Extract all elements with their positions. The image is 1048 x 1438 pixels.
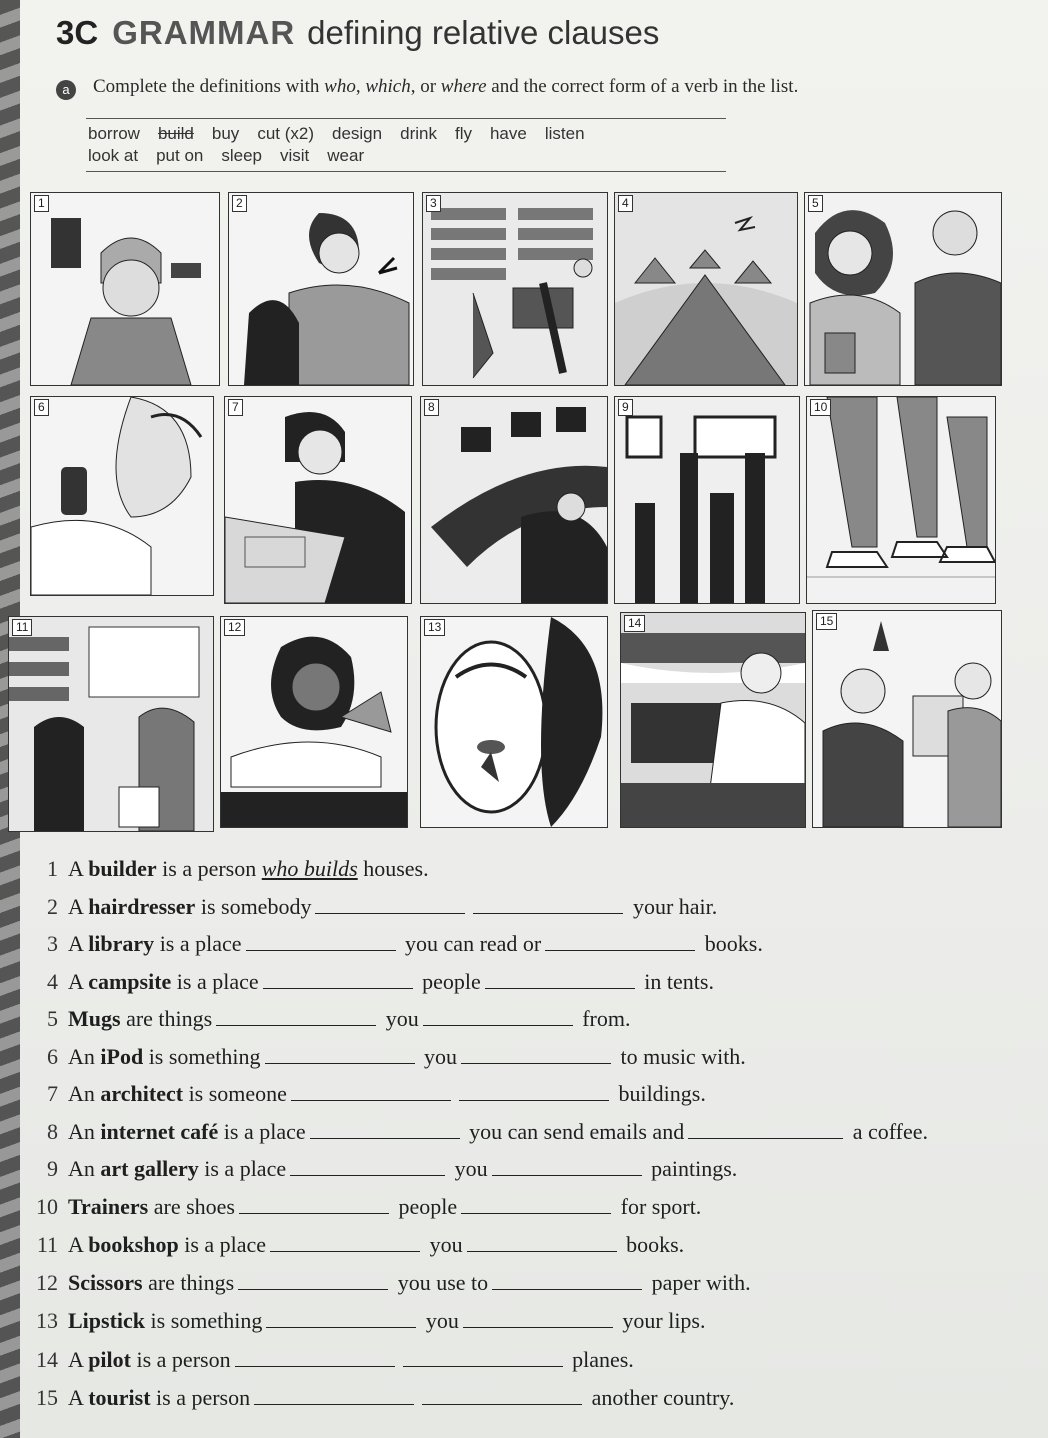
sentence-number: 14 <box>36 1347 58 1372</box>
word-item: cut (x2) <box>257 124 314 143</box>
answer-blank[interactable] <box>238 1271 388 1290</box>
sentence-row <box>20 1043 746 1071</box>
sentence-text: a coffee. <box>847 1119 929 1144</box>
word-item: wear <box>327 146 365 165</box>
sentence-row <box>20 1384 734 1412</box>
sentence-row <box>20 930 763 958</box>
word-item: listen <box>544 124 585 143</box>
defined-term: internet café <box>100 1119 219 1144</box>
sentence-text: books. <box>699 931 763 956</box>
answer-blank[interactable] <box>492 1157 642 1176</box>
sentence-text: is a person <box>150 1385 251 1410</box>
instruction-keyword: who <box>324 76 356 97</box>
sentence-text: is a place <box>218 1119 306 1144</box>
sentence-text: is a person <box>130 1347 231 1372</box>
instruction-text: , <box>355 76 366 97</box>
answer-blank[interactable] <box>688 1120 843 1139</box>
library-illustration <box>423 193 607 385</box>
answer-blank[interactable] <box>315 895 465 914</box>
sentence-number: 1 <box>47 856 58 881</box>
tourist-illustration <box>813 611 1001 827</box>
answer-blank[interactable] <box>310 1120 460 1139</box>
sentence-text: are shoes <box>148 1194 235 1219</box>
word-item: visit <box>280 146 310 165</box>
picture-bookshop <box>8 616 214 832</box>
section-category: GRAMMAR <box>112 14 296 51</box>
word-item: buy <box>211 124 240 143</box>
sentence-row <box>20 1231 684 1259</box>
sentence-text: is a place <box>178 1232 267 1257</box>
picture-number: 13 <box>424 619 445 636</box>
picture-campsite <box>614 192 798 386</box>
defined-term: Scissors <box>68 1270 143 1295</box>
answer-blank[interactable] <box>291 1082 451 1101</box>
sentence-number: 8 <box>47 1119 58 1144</box>
art-gallery-illustration <box>615 397 799 603</box>
sentence-text: is a place <box>171 969 259 994</box>
sentence-text: A <box>68 1232 89 1257</box>
sentence-text: you <box>380 1006 419 1031</box>
sentence-text: from. <box>576 1006 631 1031</box>
sentence-text: An <box>68 1081 101 1106</box>
instruction-text: , or <box>410 76 441 97</box>
picture-builder <box>30 192 220 386</box>
picture-internet-cafe <box>420 396 608 604</box>
sentence-text: An <box>68 1156 101 1181</box>
sentence-text: you <box>418 1044 458 1069</box>
instruction-text: and the correct form of a verb in the list. <box>486 76 799 97</box>
sentence-text: planes. <box>566 1347 634 1372</box>
picture-scissors <box>220 616 408 828</box>
answer-blank[interactable] <box>473 895 623 914</box>
picture-pilot <box>620 612 806 828</box>
sentence-number: 7 <box>47 1081 58 1106</box>
answer-blank[interactable] <box>216 1007 376 1026</box>
picture-lipstick <box>420 616 608 828</box>
trainers-illustration <box>807 397 995 603</box>
answer-blank[interactable] <box>485 970 635 989</box>
picture-number: 12 <box>224 619 245 636</box>
sentence-row <box>20 1307 706 1335</box>
scissors-illustration <box>221 617 407 827</box>
sentence-text: your lips. <box>616 1308 706 1333</box>
sentence-text: you can send emails and <box>463 1119 685 1144</box>
sentence-row <box>20 1118 928 1146</box>
picture-library <box>422 192 608 386</box>
sentence-row <box>20 1155 737 1183</box>
sentence-text: A <box>68 1347 89 1372</box>
sentence-text: your hair. <box>627 894 718 919</box>
word-item: fly <box>454 124 472 143</box>
defined-term: architect <box>100 1081 184 1106</box>
sentence-text: you <box>424 1232 463 1257</box>
sentence-text: A <box>68 856 89 881</box>
sentence-number: 12 <box>36 1270 58 1295</box>
exercise-badge: a <box>56 80 76 100</box>
defined-term: iPod <box>100 1044 144 1069</box>
word-list-row-1 <box>88 124 728 144</box>
answer-blank[interactable] <box>265 1045 415 1064</box>
word-list-row-2 <box>88 146 728 166</box>
picture-art-gallery <box>614 396 800 604</box>
lipstick-illustration <box>421 617 607 827</box>
sentence-text: A <box>68 969 89 994</box>
section-number: 3C <box>56 14 99 51</box>
sentence-text: you <box>420 1308 459 1333</box>
answer-blank[interactable] <box>235 1348 395 1367</box>
sentence-text: A <box>68 894 89 919</box>
exercise-instruction <box>93 76 798 98</box>
word-item: drink <box>400 124 437 143</box>
pilot-illustration <box>621 613 805 827</box>
answer-blank[interactable] <box>290 1157 445 1176</box>
sentence-row <box>20 893 717 921</box>
picture-number: 11 <box>12 619 32 636</box>
answer-blank[interactable] <box>492 1271 642 1290</box>
sentence-text: people <box>393 1194 458 1219</box>
defined-term: tourist <box>88 1385 151 1410</box>
sentence-text: is a place <box>154 931 242 956</box>
word-item: put on <box>156 146 204 165</box>
answer-blank[interactable] <box>254 1386 414 1405</box>
builder-illustration <box>31 193 219 385</box>
answer-blank[interactable] <box>246 932 396 951</box>
ipod-illustration <box>31 397 213 595</box>
picture-architect <box>224 396 412 604</box>
word-item: look at <box>88 146 139 165</box>
sentence-text: buildings. <box>612 1081 706 1106</box>
section-topic: defining relative clauses <box>307 14 660 51</box>
sentence-number: 6 <box>47 1044 58 1069</box>
sentence-number: 10 <box>36 1194 58 1219</box>
picture-number: 14 <box>624 615 645 632</box>
sentence-text: A <box>68 931 89 956</box>
answer-blank[interactable] <box>545 932 695 951</box>
sentence-row <box>20 1080 706 1108</box>
sentence-text: you <box>449 1156 488 1181</box>
sentence-number: 13 <box>36 1308 58 1333</box>
sentence-row <box>20 1005 630 1033</box>
picture-number: 9 <box>618 399 633 416</box>
sentence-text: another country. <box>586 1385 735 1410</box>
sentence-text: is something <box>145 1308 263 1333</box>
picture-number: 5 <box>808 195 823 212</box>
hairdresser-illustration <box>229 193 413 385</box>
answer-blank[interactable] <box>459 1082 609 1101</box>
sentence-text: for sport. <box>615 1194 702 1219</box>
sentence-row <box>20 1193 701 1221</box>
sentence-row <box>20 968 714 996</box>
sentence-number: 5 <box>47 1006 58 1031</box>
section-header <box>56 14 659 52</box>
sentence-number: 4 <box>47 969 58 994</box>
answer-blank[interactable] <box>422 1386 582 1405</box>
answer-blank[interactable] <box>461 1195 611 1214</box>
instruction-keyword: where <box>440 76 487 97</box>
sentence-text: in tents. <box>638 969 714 994</box>
sentence-row <box>20 1346 634 1374</box>
instruction-text: Complete the definitions with <box>93 76 325 97</box>
instruction-keyword: which <box>365 76 411 97</box>
picture-ipod <box>30 396 214 596</box>
picture-number: 4 <box>618 195 633 212</box>
sentence-number: 15 <box>36 1385 58 1410</box>
sentence-text: paintings. <box>645 1156 738 1181</box>
sentence-number: 3 <box>47 931 58 956</box>
word-item: design <box>332 124 383 143</box>
sentence-text: is a person <box>156 856 262 881</box>
sentence-text: is someone <box>183 1081 287 1106</box>
sentence-text: An <box>68 1044 101 1069</box>
defined-term: library <box>88 931 155 956</box>
defined-term: pilot <box>88 1347 131 1372</box>
defined-term: builder <box>88 856 157 881</box>
sentence-text: is a place <box>198 1156 287 1181</box>
answer-blank[interactable] <box>461 1045 611 1064</box>
picture-hairdresser <box>228 192 414 386</box>
word-item: have <box>489 124 527 143</box>
answer-blank[interactable] <box>403 1348 563 1367</box>
defined-term: hairdresser <box>88 894 196 919</box>
sentence-text: are things <box>142 1270 235 1295</box>
defined-term: Mugs <box>68 1006 121 1031</box>
picture-tourist <box>812 610 1002 828</box>
sentence-text: books. <box>620 1232 685 1257</box>
sentence-text: you can read or <box>399 931 542 956</box>
defined-term: Trainers <box>68 1194 149 1219</box>
architect-illustration <box>225 397 411 603</box>
sentence-text: An <box>68 1119 101 1144</box>
defined-term: Lipstick <box>68 1308 146 1333</box>
picture-trainers <box>806 396 996 604</box>
answer-blank[interactable] <box>423 1007 573 1026</box>
mugs-illustration <box>805 193 1001 385</box>
picture-number: 3 <box>426 195 441 212</box>
sentence-number: 11 <box>36 1232 58 1257</box>
bookshop-illustration <box>9 617 213 831</box>
sentence-text: A <box>68 1385 89 1410</box>
sentence-number: 9 <box>47 1156 58 1181</box>
answer-blank[interactable] <box>266 1309 416 1328</box>
sentence-row <box>20 855 429 883</box>
sentence-text: paper with. <box>646 1270 751 1295</box>
defined-term: bookshop <box>88 1232 179 1257</box>
sentence-text: is somebody <box>195 894 312 919</box>
picture-mugs <box>804 192 1002 386</box>
answer-blank[interactable] <box>239 1195 389 1214</box>
internet-cafe-illustration <box>421 397 607 603</box>
picture-number: 15 <box>816 613 837 630</box>
sentence-text: to music with. <box>615 1044 746 1069</box>
sentence-text: houses. <box>357 856 429 881</box>
defined-term: art gallery <box>100 1156 199 1181</box>
word-item: sleep <box>221 146 262 165</box>
picture-number: 7 <box>228 399 243 416</box>
sentence-text: people <box>416 969 481 994</box>
picture-number: 1 <box>34 195 49 212</box>
answer-blank[interactable] <box>263 970 413 989</box>
picture-number: 10 <box>810 399 831 416</box>
example-answer: who builds <box>261 856 358 881</box>
word-item-struck: build <box>157 124 194 143</box>
sentence-text: you use to <box>392 1270 489 1295</box>
defined-term: campsite <box>88 969 172 994</box>
picture-number: 6 <box>34 399 49 416</box>
answer-blank[interactable] <box>463 1309 613 1328</box>
picture-number: 8 <box>424 399 439 416</box>
picture-number: 2 <box>232 195 247 212</box>
answer-blank[interactable] <box>270 1233 420 1252</box>
sentence-row <box>20 1269 751 1297</box>
sentence-text: are things <box>120 1006 213 1031</box>
answer-blank[interactable] <box>467 1233 617 1252</box>
campsite-illustration <box>615 193 797 385</box>
sentence-number: 2 <box>47 894 58 919</box>
word-list-top-rule <box>86 118 726 119</box>
sentence-text: is something <box>143 1044 261 1069</box>
word-item: borrow <box>88 124 140 143</box>
word-list-bottom-rule <box>86 171 726 172</box>
